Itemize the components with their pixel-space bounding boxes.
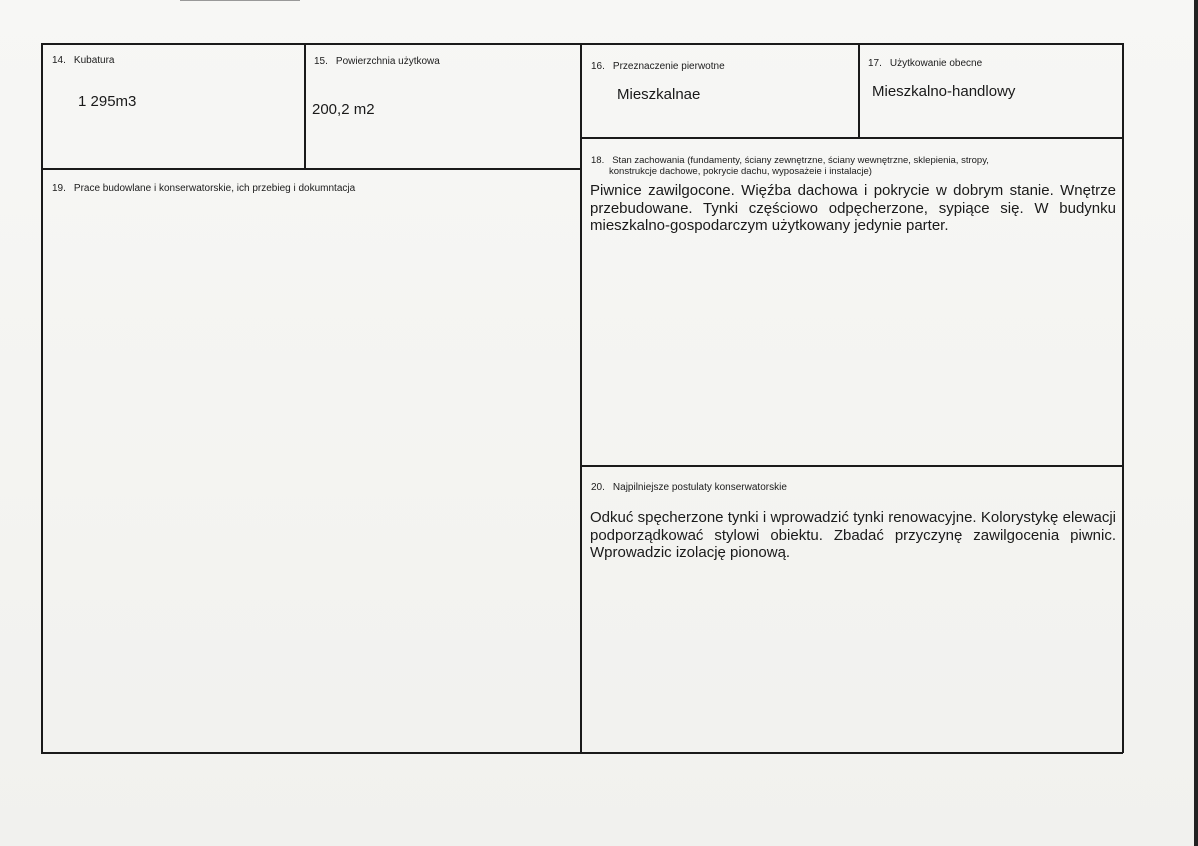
scan-edge-top [180, 0, 300, 1]
field-18-label-line2: konstrukcje dachowe, pokrycie dachu, wyposażeie i instalacje) [609, 166, 872, 177]
frame-top-border [41, 43, 1123, 45]
divider-row1-left [41, 168, 581, 170]
field-20-value: Odkuć spęcherzone tynki i wprowadzić tynki renowacyjne. Kolorystykę elewacji podporządkować stylowi obiektu. Zbadać przyczynę zawilgocenia piwnic. Wprowadzic izolację pionową. [590, 509, 1116, 561]
field-17-label [868, 58, 982, 70]
divider-16-17 [858, 43, 860, 138]
field-18-number: 18. [591, 155, 605, 166]
scan-edge-right [1194, 0, 1198, 846]
field-17-label-text: Użytkowanie obecne [889, 58, 983, 69]
frame-left-border [41, 43, 43, 753]
field-19-number: 19. [52, 183, 66, 194]
field-18-label-line1: Stan zachowania (fundamenty, ściany zewnętrzne, ściany wewnętrzne, sklepienia, stropy, [612, 155, 989, 166]
field-20-number: 20. [591, 482, 605, 493]
field-14-number: 14. [52, 55, 66, 66]
field-20-label-text: Najpilniejsze postulaty konserwatorskie [612, 482, 787, 493]
divider-row1-right [580, 137, 1123, 139]
field-16-number: 16. [591, 61, 605, 72]
frame-right-border [1122, 43, 1124, 753]
field-15-value: 200,2 m2 [312, 101, 375, 118]
divider-18-20 [580, 465, 1123, 467]
field-15-label-text: Powierzchnia użytkowa [335, 56, 440, 67]
field-19-label-text: Prace budowlane i konserwatorskie, ich przebieg i dokumntacja [73, 183, 356, 194]
field-16-label [591, 61, 725, 73]
field-14-label [52, 55, 115, 67]
field-17-value: Mieszkalno-handlowy [872, 83, 1016, 100]
frame-bottom-border [41, 752, 1123, 754]
field-15-label [314, 56, 440, 68]
field-16-value: Mieszkalnae [617, 86, 701, 103]
field-18-value: Piwnice zawilgocone. Więźba dachowa i pokrycie w dobrym stanie. Wnętrze przebudowane. Tynki częściowo odpęcherzone, sypiące się. W budynku mieszkalno-gospodarczym użytkowany jedynie parter. [590, 182, 1116, 234]
field-15-number: 15. [314, 56, 328, 67]
divider-14-15 [304, 43, 306, 168]
divider-left-right-column [580, 43, 582, 753]
field-16-label-text: Przeznaczenie pierwotne [612, 61, 725, 72]
field-14-value: 1 295m3 [78, 93, 137, 110]
field-18-label [591, 155, 1116, 177]
field-17-number: 17. [868, 58, 882, 69]
field-19-label [52, 183, 355, 195]
field-20-label [591, 482, 787, 494]
field-14-label-text: Kubatura [73, 55, 115, 66]
